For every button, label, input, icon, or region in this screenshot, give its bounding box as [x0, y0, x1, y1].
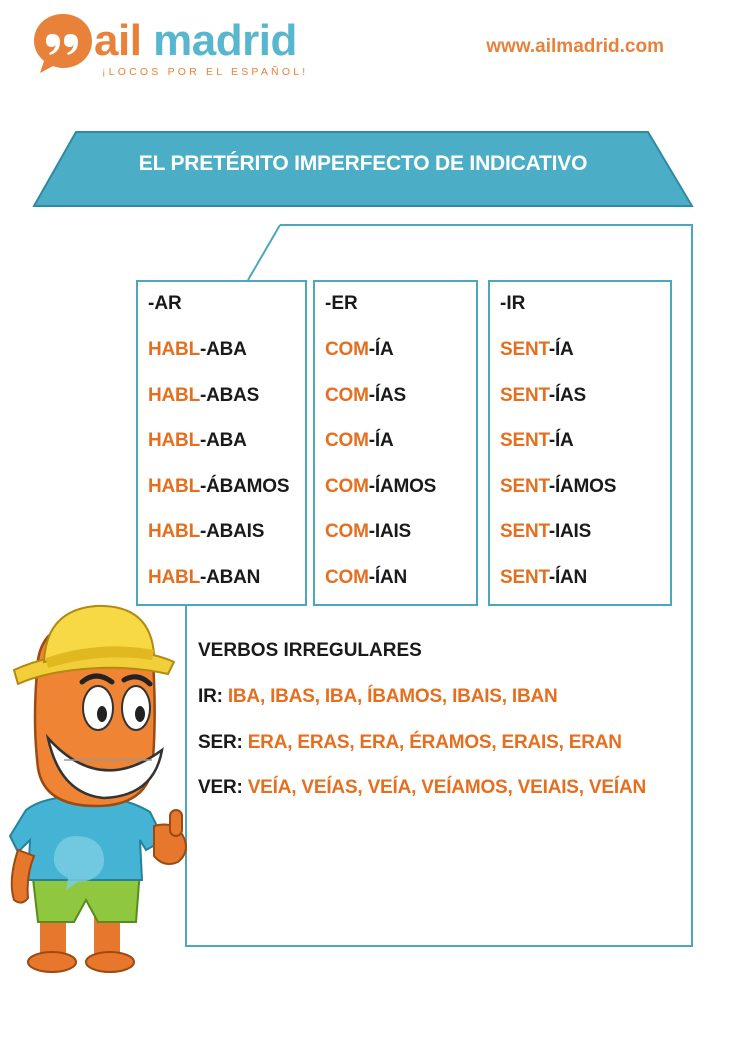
verb-stem: COM [325, 475, 369, 497]
verb-stem: HABL [148, 339, 200, 360]
irregular-verb-name: VER: [198, 777, 243, 798]
verb-stem: SENT [500, 566, 549, 588]
conjugation-row [148, 521, 305, 567]
verb-stem: HABL [148, 566, 200, 588]
conjugation-row [500, 385, 670, 431]
mascot-foot [28, 952, 76, 972]
conjugation-row [325, 430, 476, 476]
mascot-foot [86, 952, 134, 972]
verb-ending: -ABA [199, 339, 247, 360]
brand-logo [32, 12, 332, 82]
verb-stem: COM [325, 566, 369, 588]
verb-stem: COM [325, 384, 369, 406]
conjugation-row [148, 339, 305, 385]
verb-ending: -ÍAMOS [368, 475, 437, 497]
brand-name-ail: ail [94, 16, 142, 65]
verb-stem: HABL [148, 475, 200, 497]
verb-stem: COM [325, 521, 369, 543]
verb-ending: -ABAN [199, 566, 261, 588]
verb-ending: -ABA [199, 430, 247, 452]
verb-ending: -ÍAS [368, 384, 406, 406]
mascot-eye [122, 686, 150, 730]
verb-ending: -ÍA [368, 339, 394, 360]
website-url[interactable]: www.ailmadrid.com [486, 36, 664, 57]
conjugation-row [325, 521, 476, 567]
verb-ending: -ÍAN [548, 566, 588, 588]
conjugation-row [500, 430, 670, 476]
mascot-pupil [97, 706, 107, 722]
conjugation-row [325, 476, 476, 522]
verb-stem: SENT [500, 521, 549, 543]
irregular-verb-row [198, 684, 688, 730]
conjugation-header: -IR [500, 293, 526, 314]
mascot-pupil [135, 706, 145, 722]
verb-ending: -ÍA [368, 430, 394, 452]
verb-ending: -ÍA [548, 339, 574, 360]
verb-stem: COM [325, 339, 369, 360]
verb-stem: HABL [148, 430, 200, 452]
verb-ending: -IAIS [368, 521, 412, 543]
conjugation-row [148, 430, 305, 476]
speech-bubble-logo-icon [32, 12, 94, 74]
mascot-eye [83, 686, 113, 730]
title-banner [32, 130, 694, 210]
brand-name [94, 16, 297, 66]
irregular-verb-name: IR: [198, 686, 223, 707]
verb-ending: -ÍAMOS [548, 475, 617, 497]
irregular-verbs-title: VERBOS IRREGULARES [198, 640, 422, 661]
irregular-verb-forms: ERA, ERAS, ERA, ÉRAMOS, ERAIS, ERAN [247, 731, 622, 753]
conjugation-row [500, 567, 670, 613]
conjugation-row [500, 339, 670, 385]
irregular-verbs-section [198, 638, 688, 821]
verb-ending: -ABAS [199, 384, 260, 406]
verb-ending: -ÍAS [548, 384, 587, 406]
irregular-verb-row [198, 730, 688, 776]
verb-stem: SENT [500, 339, 549, 360]
page-title: EL PRETÉRITO IMPERFECTO DE INDICATIVO [138, 152, 588, 175]
conjugation-row [500, 476, 670, 522]
conjugation-table-ir [488, 280, 672, 606]
verb-stem: HABL [148, 384, 200, 406]
verb-ending: -ÍAN [368, 566, 407, 588]
brand-tagline: ¡LOCOS POR EL ESPAÑOL! [102, 66, 309, 78]
conjugation-table-er [313, 280, 478, 606]
verb-ending: -ABAIS [199, 521, 265, 543]
conjugation-header: -AR [148, 293, 182, 314]
conjugation-row [325, 385, 476, 431]
conjugation-row [148, 476, 305, 522]
verb-stem: SENT [500, 475, 549, 497]
irregular-verb-name: SER: [198, 731, 243, 753]
verb-stem: HABL [148, 521, 200, 543]
conjugation-row [148, 385, 305, 431]
conjugation-row [325, 339, 476, 385]
conjugation-header: -ER [325, 293, 358, 314]
verb-ending: -ÁBAMOS [199, 475, 290, 497]
verb-ending: -IAIS [548, 521, 592, 543]
verb-stem: SENT [500, 430, 549, 452]
brand-name-madrid: madrid [153, 16, 297, 65]
conjugation-table-ar [136, 280, 307, 606]
mascot-illustration [4, 600, 214, 980]
irregular-verb-row [198, 775, 688, 821]
verb-ending: -ÍA [548, 430, 574, 452]
verb-stem: COM [325, 430, 369, 452]
conjugation-row [325, 567, 476, 613]
conjugation-row [500, 521, 670, 567]
mascot-thumb [170, 810, 182, 836]
irregular-verb-forms: VEÍA, VEÍAS, VEÍA, VEÍAMOS, VEIAIS, VEÍAN [247, 777, 646, 798]
verb-stem: SENT [500, 384, 549, 406]
irregular-verb-forms: IBA, IBAS, IBA, ÍBAMOS, IBAIS, IBAN [227, 686, 558, 707]
